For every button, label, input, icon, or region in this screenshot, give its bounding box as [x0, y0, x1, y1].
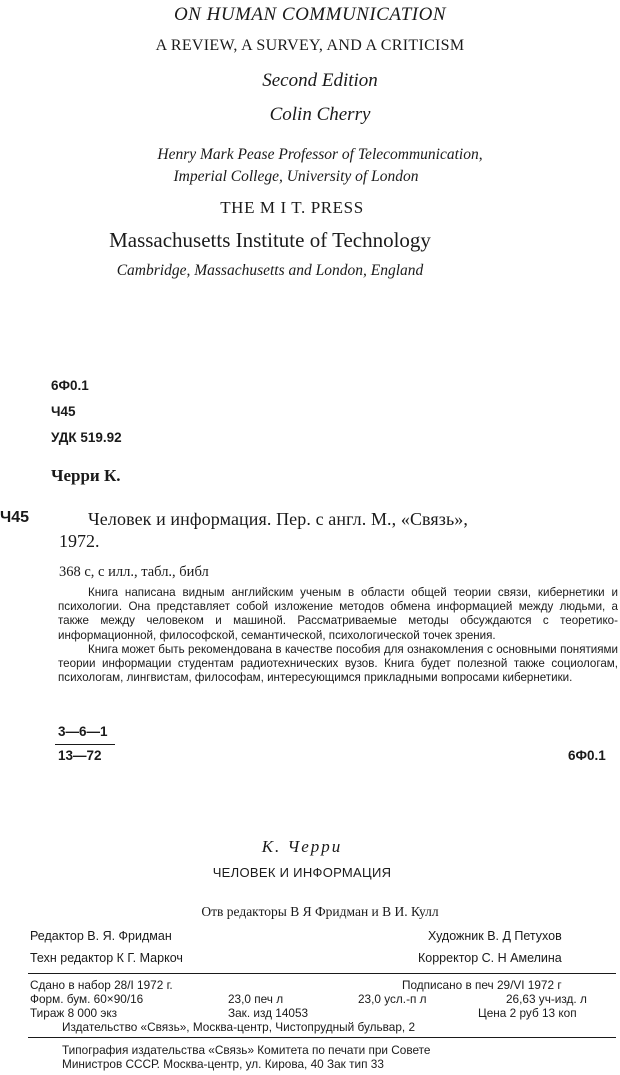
press-name: THE M I T. PRESS	[220, 198, 364, 217]
responsible-editors: Отв редакторы В Я Фридман и В И. Кулл	[201, 904, 439, 919]
imprint-paper-format: Форм. бум. 60×90/16	[30, 992, 144, 1006]
book-title: ON HUMAN COMMUNICATION	[173, 4, 447, 25]
author-mark: Ч45	[51, 404, 76, 419]
author-name: Colin Cherry	[269, 104, 371, 125]
affiliation-line-2: Imperial College, University of London	[173, 168, 419, 185]
imprint-rule-top	[28, 973, 616, 974]
book-subtitle: A REVIEW, A SURVEY, AND A CRITICISM	[155, 37, 465, 54]
record-annotation	[58, 586, 618, 685]
edition: Second Edition	[262, 70, 378, 91]
fraction-rule	[55, 744, 115, 745]
udk-index: УДК 519.92	[51, 430, 122, 445]
imprint-typeset-date: Сдано в набор 28/I 1972 г.	[30, 978, 173, 992]
imprint-price: Цена 2 руб 13 коп	[478, 1006, 577, 1020]
imprint-order-number: Зак. изд 14053	[228, 1006, 309, 1020]
annotation-paragraph-2: Книга может быть рекомендована в качестве пособия для ознакомления с основными понятиями теории информации студентам радиотехнических вузов. Книга будет полезной также социологам, психологам, лингвистам, философам, интересующимся прикладными вопросами кибернетики.	[58, 642, 618, 685]
bbk-index-right: 6Ф0.1	[568, 748, 606, 763]
printer-line-1: Типография издательства «Связь» Комитета по печати при Совете	[62, 1043, 431, 1057]
annotation-paragraph-1: Книга написана видным английским ученым в области общей теории связи, кибернетики и психологии. Она представляет собой изложение методов обмена информацией между людьми, а также между человеком и машиной. Рассматриваемые методы обсуждаются с теоретико-информационной, философской, семантической, психологической точек зрения.	[58, 586, 618, 642]
bbk-index: 6Ф0.1	[51, 378, 89, 393]
imprint-publisher-address: Издательство «Связь», Москва-центр, Чистопрудный бульвар, 2	[62, 1020, 416, 1034]
colophon-title: ЧЕЛОВЕК И ИНФОРМАЦИЯ	[212, 865, 392, 880]
imprint-print-run: Тираж 8 000 экз	[30, 1006, 118, 1020]
colophon-author: К. Черри	[261, 837, 343, 856]
imprint-publishing-sheets: 26,63 уч-изд. л	[506, 992, 587, 1006]
record-physical-description: 368 с, с илл., табл., библ	[59, 564, 209, 580]
imprint-conventional-sheets: 23,0 усл.-п л	[358, 992, 427, 1006]
editor-credit: Редактор В. Я. Фридман	[30, 929, 172, 943]
institute-name: Massachusetts Institute of Technology	[109, 228, 431, 252]
imprint-print-sheets: 23,0 печ л	[228, 992, 284, 1006]
record-title-line-1: Человек и информация. Пер. с англ. М., «Связь»,	[88, 509, 469, 529]
affiliation-line-1: Henry Mark Pease Professor of Telecommunication,	[157, 146, 483, 163]
record-heading: Черри К.	[51, 466, 121, 485]
record-title-line-2: 1972.	[59, 531, 100, 551]
code-numerator: 3—6—1	[58, 724, 108, 739]
code-denominator: 13—72	[58, 748, 102, 763]
publisher-location: Cambridge, Massachusetts and London, England	[116, 262, 424, 279]
imprint-rule-bottom	[28, 1037, 616, 1038]
record-code: Ч45	[0, 509, 30, 526]
printer-line-2: Министров СССР. Москва-центр, ул. Кирова, 40 Зак тип 33	[62, 1057, 384, 1071]
imprint-signed-date: Подписано в печ 29/VI 1972 г	[402, 978, 562, 992]
artist-credit: Художник В. Д Петухов	[428, 929, 562, 943]
proofreader-credit: Корректор С. Н Амелина	[418, 951, 562, 965]
tech-editor-credit: Техн редактор К Г. Маркоч	[30, 951, 183, 965]
